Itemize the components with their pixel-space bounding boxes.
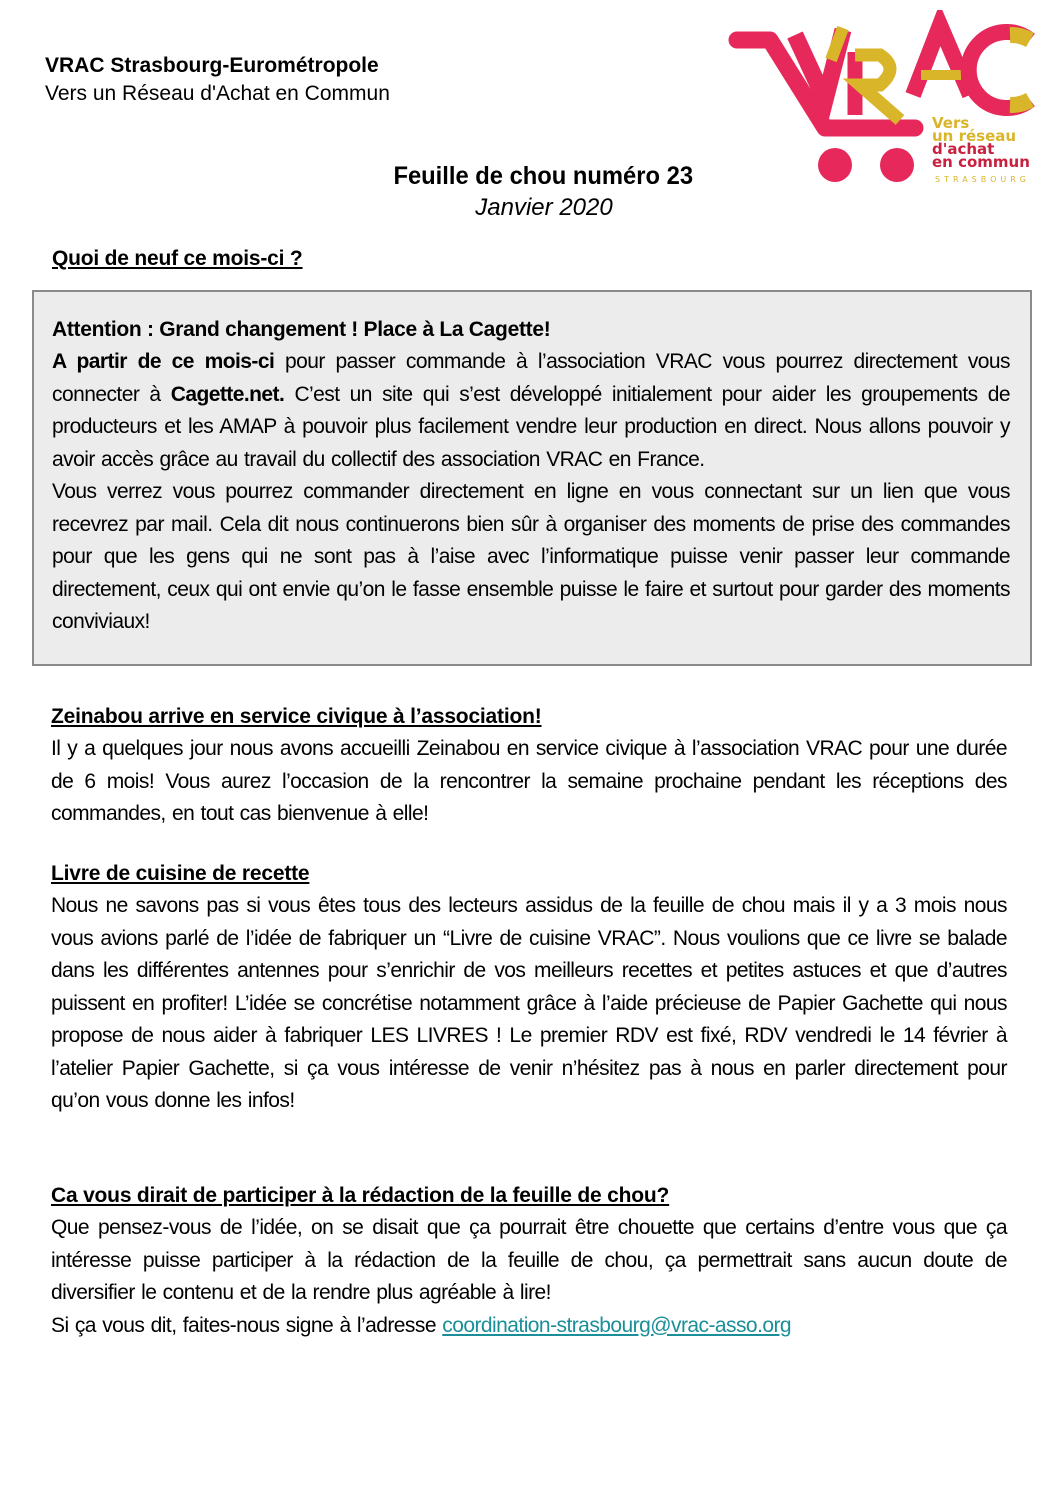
announcement-text-b: C’est un site qui s’est développé initialement pour aider les groupements de producteurs et les AMAP à pouvoir plus facilement vendre leur production en direct. Nous allons pouvoir y avoir accès grâce au travail du collectif des association VRAC en France. <box>52 382 1010 471</box>
issue-title: Feuille de chou numéro 23 <box>393 162 694 190</box>
contact-line <box>51 1310 1007 1343</box>
section-body-cookbook: Nous ne savons pas si vous êtes tous des lecteurs assidus de la feuille de chou mais il y a 3 mois nous vous avions parlé de l’idée de fabriquer un “Livre de cuisine VRAC”. Nous voulions que ce livre se balade dans les différentes antennes pour s’enrichir de vos meilleurs recettes et petites astuces et que d’autres puissent en profiter! L’idée se concrétise notamment grâce à l’aide précieuse de Papier Gachette qui nous propose de nous aider à fabriquer LES LIVRES ! Le premier RDV est fixé, RDV vendredi le 14 février à l’atelier Papier Gachette, si ça vous intéresse de venir n’hésitez pas à nous en parler directement pour qu’on vous donne les infos! <box>51 894 1007 1112</box>
logo-city: STRASBOURG <box>935 175 1031 184</box>
announcement-paragraph-1 <box>52 346 1010 476</box>
announcement-box <box>32 290 1032 666</box>
org-header <box>45 52 390 108</box>
logo-tagline-line-1: Vers <box>932 114 970 132</box>
org-name: VRAC Strasbourg-Eurométropole <box>45 54 379 77</box>
section-body-contribute: Que pensez-vous de l’idée, on se disait que ça pourrait être chouette que certains d’entre vous que ça intéresse puisse participer à la rédaction de la feuille de chou, ça permettrait sans aucun doute de diversifier le contenu et de la rendre plus agréable à lire! <box>51 1216 1007 1304</box>
announcement-bold-start: A partir de ce mois-ci <box>52 350 275 373</box>
contact-email-link[interactable]: coordination-strasbourg@vrac-asso.org <box>442 1313 792 1337</box>
section-heading-zeinabou: Zeinabou arrive en service civique à l’association! <box>51 705 542 728</box>
announcement-lead: Attention : Grand changement ! Place à La Cagette! <box>52 318 551 341</box>
logo-tagline-line-2: un réseau <box>932 127 1017 145</box>
announcement-text-a: pour passer commande à l’association VRAC vous pourrez directement vous connecter à <box>52 350 1010 406</box>
cagette-site-name: Cagette.net. <box>170 382 285 406</box>
vrac-logo <box>725 10 1045 185</box>
section-heading-cookbook: Livre de cuisine de recette <box>51 862 310 885</box>
announcement-paragraph-2: Vous verrez vous pourrez commander directement en ligne en vous connectant sur un lien que vous recevrez par mail. Cela dit nous continuerons bien sûr à organiser des moments de prise des commandes pour que les gens qui ne sont pas à l’aise avec l’informatique puisse venir passer leur commande directement, ceux qui ont envie qu’on le fasse ensemble puisse le faire et surtout pour garder des moments conviviaux! <box>52 480 1010 633</box>
contact-prefix: Si ça vous dit, faites-nous signe à l’adresse <box>51 1313 443 1337</box>
section-zeinabou <box>51 701 1007 831</box>
logo-tagline-line-3: d'achat <box>932 140 995 158</box>
org-tagline: Vers un Réseau d'Achat en Commun <box>45 82 390 105</box>
section-contribute <box>51 1180 1007 1342</box>
logo-tagline-line-4: en commun <box>932 153 1030 171</box>
section-cookbook <box>51 858 1007 1118</box>
newsletter-title <box>0 160 1058 224</box>
section-body-zeinabou: Il y a quelques jour nous avons accueilli Zeinabou en service civique à l’association VRAC pour une durée de 6 mois! Vous aurez l’occasion de la rencontrer la semaine prochaine pendant les réceptions des commandes, en tout cas bienvenue à elle! <box>51 737 1007 825</box>
issue-date: Janvier 2020 <box>475 194 613 221</box>
section-heading-news: Quoi de neuf ce mois-ci ? <box>52 247 303 270</box>
section-heading-contribute: Ca vous dirait de participer à la rédaction de la feuille de chou? <box>51 1184 670 1207</box>
